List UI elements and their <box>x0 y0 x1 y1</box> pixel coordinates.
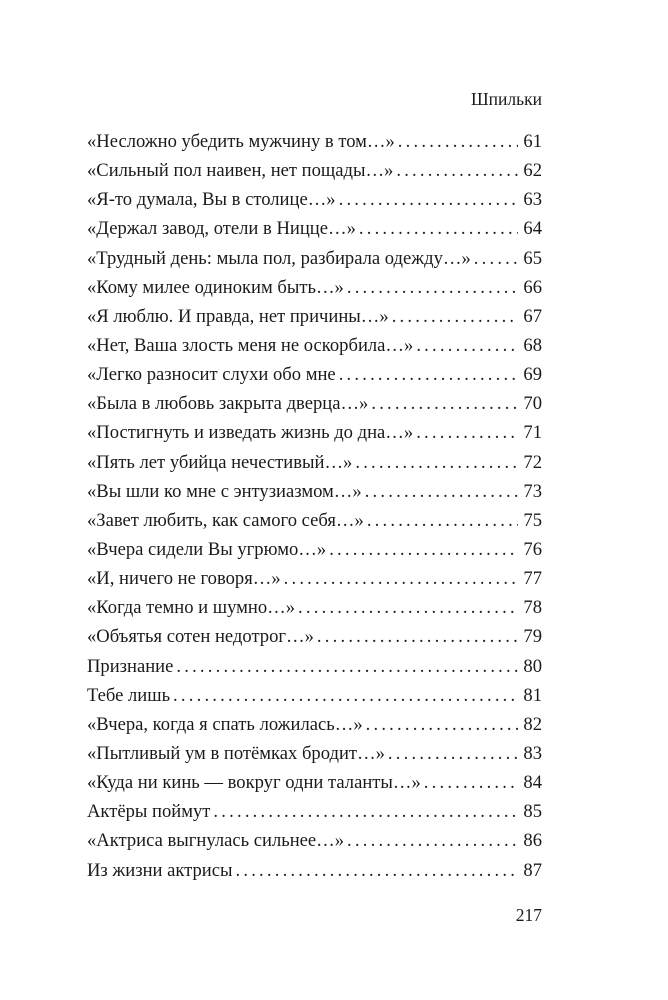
toc-dot-leader <box>366 710 518 739</box>
toc-entry-title: «Нет, Ваша злость меня не оскорбила…» <box>87 334 414 356</box>
toc-entry-page: 86 <box>523 830 542 852</box>
toc-entry[interactable] <box>87 360 542 389</box>
toc-entry-page: 70 <box>523 393 542 415</box>
toc-dot-leader <box>371 389 518 418</box>
toc-entry-title: «И, ничего не говоря…» <box>87 568 281 590</box>
toc-entry-title: «Сильный пол наивен, нет пощады…» <box>87 160 394 182</box>
toc-entry-title: Из жизни актрисы <box>87 859 233 881</box>
page-number: 217 <box>515 905 542 925</box>
toc-entry[interactable] <box>87 302 542 331</box>
toc-entry-page: 84 <box>523 772 542 794</box>
toc-entry-page: 66 <box>523 276 542 298</box>
toc-entry-title: «Трудный день: мыла пол, разбирала одежду…» <box>87 247 471 269</box>
toc-entry-page: 75 <box>523 509 542 531</box>
toc-entry[interactable] <box>87 185 542 214</box>
toc-entry[interactable] <box>87 156 542 185</box>
toc-entry-title: «Вы шли ко мне с энтузиазмом…» <box>87 480 362 502</box>
toc-entry[interactable] <box>87 389 542 418</box>
toc-dot-leader <box>298 593 518 622</box>
toc-entry-title: «Пять лет убийца нечестивый…» <box>87 451 353 473</box>
toc-dot-leader <box>416 418 518 447</box>
toc-dot-leader <box>339 185 518 214</box>
toc-entry-page: 71 <box>523 422 542 444</box>
toc-entry-page: 82 <box>523 713 542 735</box>
toc-entry-title: Признание <box>87 655 174 677</box>
toc-entry-page: 62 <box>523 160 542 182</box>
toc-entry[interactable] <box>87 244 542 273</box>
toc-entry-title: «Держал завод, отели в Ницце…» <box>87 218 356 240</box>
toc-entry[interactable] <box>87 622 542 651</box>
toc-dot-leader <box>416 331 518 360</box>
toc-dot-leader <box>398 127 518 156</box>
toc-entry-page: 83 <box>523 742 542 764</box>
toc-entry[interactable] <box>87 127 542 156</box>
toc-entry-page: 78 <box>523 597 542 619</box>
toc-entry-title: «Завет любить, как самого себя…» <box>87 509 364 531</box>
toc-entry-page: 61 <box>523 131 542 152</box>
toc-entry[interactable] <box>87 273 542 302</box>
toc-entry-title: «Я люблю. И правда, нет причины…» <box>87 305 389 327</box>
toc-entry-title: Тебе лишь <box>87 684 171 706</box>
toc-entry-page: 68 <box>523 334 542 356</box>
toc-dot-leader <box>396 156 518 185</box>
toc-entry-title: «Актриса выгнулась сильнее…» <box>87 830 345 852</box>
toc-entry-title: «Куда ни кинь — вокруг одни таланты…» <box>87 772 421 794</box>
running-head: Шпильки <box>471 89 542 109</box>
toc-dot-leader <box>176 652 518 681</box>
toc-entry-page: 64 <box>523 218 542 240</box>
toc-entry[interactable] <box>87 506 542 535</box>
toc-dot-leader <box>347 826 518 855</box>
toc-entry-page: 73 <box>523 480 542 502</box>
toc-dot-leader <box>367 506 518 535</box>
toc-entry-title: «Кому милее одиноким быть…» <box>87 276 344 298</box>
toc-entry-title: «Постигнуть и изведать жизнь до дна…» <box>87 422 414 444</box>
toc-entry-page: 80 <box>523 655 542 677</box>
table-of-contents <box>87 127 542 885</box>
toc-entry-title: «Вчера сидели Вы угрюмо…» <box>87 538 327 560</box>
toc-entry[interactable] <box>87 826 542 855</box>
toc-dot-leader <box>347 273 518 302</box>
toc-entry-page: 69 <box>523 364 542 386</box>
toc-entry[interactable] <box>87 477 542 506</box>
toc-entry-title: «Легко разносит слухи обо мне <box>87 364 336 386</box>
toc-entry-page: 65 <box>523 247 542 269</box>
toc-entry-page: 72 <box>523 451 542 473</box>
toc-dot-leader <box>424 768 518 797</box>
toc-dot-leader <box>329 535 518 564</box>
toc-dot-leader <box>173 681 518 710</box>
toc-entry-page: 85 <box>523 801 542 823</box>
toc-entry-title: «Объятья сотен недотрог…» <box>87 626 314 648</box>
toc-dot-leader <box>236 856 519 885</box>
toc-dot-leader <box>365 477 518 506</box>
toc-dot-leader <box>474 244 518 273</box>
toc-entry[interactable] <box>87 535 542 564</box>
toc-entry[interactable] <box>87 856 542 885</box>
toc-dot-leader <box>388 739 518 768</box>
toc-entry-page: 87 <box>523 859 542 881</box>
toc-dot-leader <box>392 302 518 331</box>
toc-entry[interactable] <box>87 652 542 681</box>
toc-entry-title: «Вчера, когда я спать ложилась…» <box>87 713 363 735</box>
toc-dot-leader <box>359 214 518 243</box>
toc-entry-title: «Была в любовь закрыта дверца…» <box>87 393 369 415</box>
toc-entry-page: 77 <box>523 568 542 590</box>
toc-dot-leader <box>284 564 518 593</box>
toc-entry[interactable] <box>87 564 542 593</box>
toc-entry[interactable] <box>87 681 542 710</box>
toc-dot-leader <box>355 448 518 477</box>
toc-dot-leader <box>317 622 518 651</box>
toc-entry[interactable] <box>87 710 542 739</box>
toc-dot-leader <box>339 360 518 389</box>
toc-entry-page: 79 <box>523 626 542 648</box>
toc-entry[interactable] <box>87 593 542 622</box>
toc-entry-title: «Несложно убедить мужчину в том…» <box>87 131 395 152</box>
toc-dot-leader <box>213 797 518 826</box>
toc-entry-title: «Когда темно и шумно…» <box>87 597 296 619</box>
toc-entry[interactable] <box>87 768 542 797</box>
toc-entry[interactable] <box>87 331 542 360</box>
toc-entry[interactable] <box>87 214 542 243</box>
toc-entry-page: 76 <box>523 538 542 560</box>
toc-entry-title: Актёры поймут <box>87 801 211 823</box>
toc-entry-page: 67 <box>523 305 542 327</box>
toc-entry-title: «Пытливый ум в потёмках бродит…» <box>87 742 385 764</box>
toc-entry[interactable] <box>87 739 542 768</box>
toc-entry-page: 63 <box>523 189 542 211</box>
toc-entry-title: «Я-то думала, Вы в столице…» <box>87 189 336 211</box>
toc-entry[interactable] <box>87 418 542 447</box>
toc-entry[interactable] <box>87 797 542 826</box>
toc-entry-page: 81 <box>523 684 542 706</box>
toc-entry[interactable] <box>87 448 542 477</box>
